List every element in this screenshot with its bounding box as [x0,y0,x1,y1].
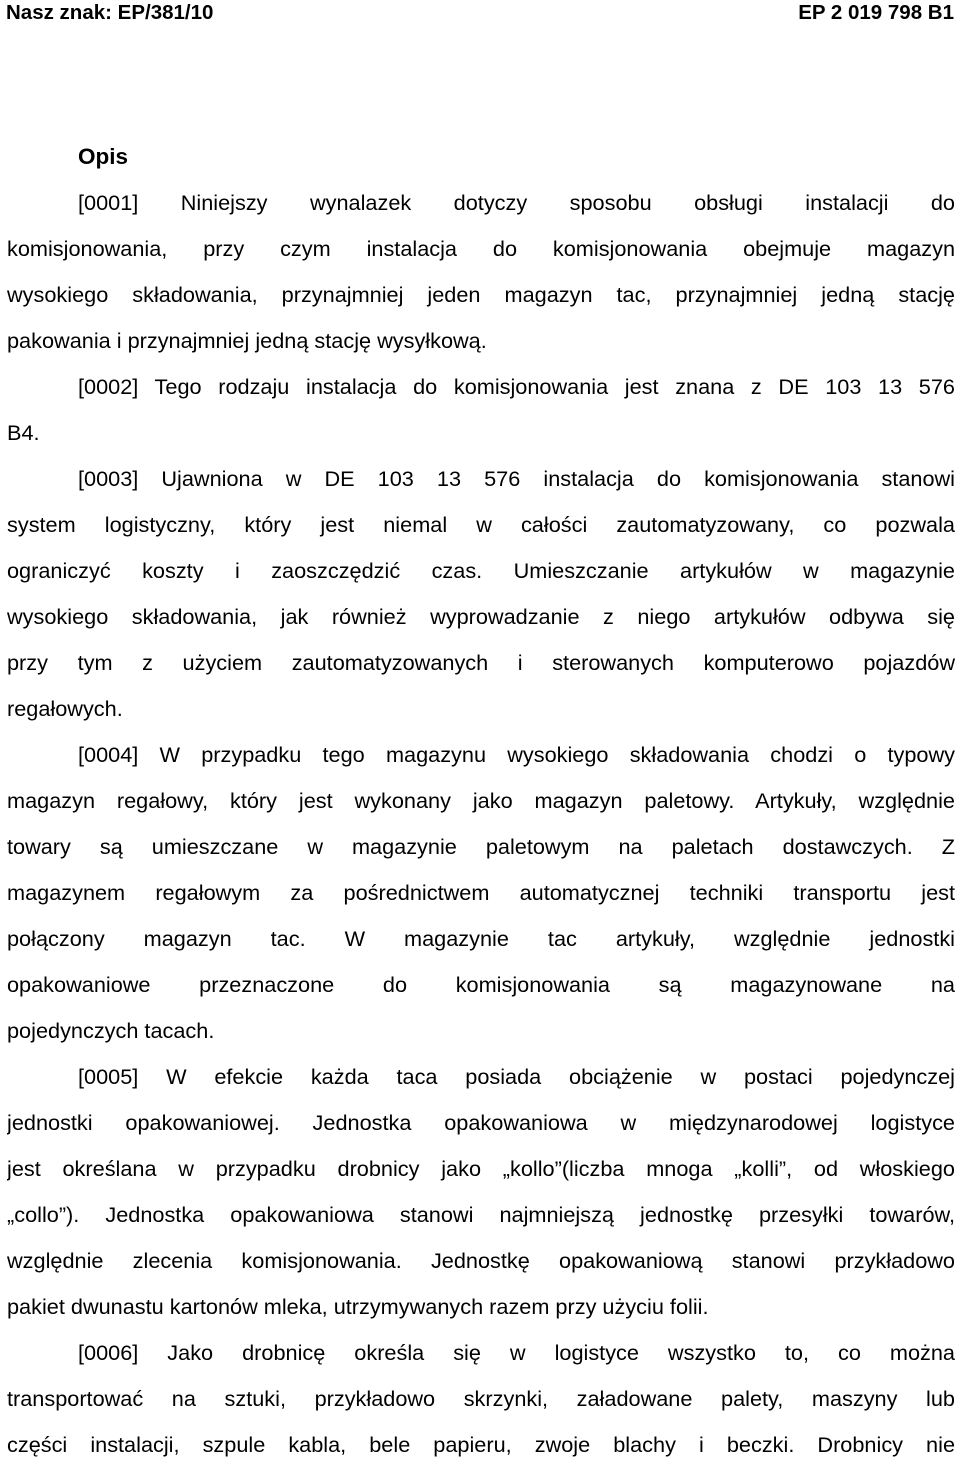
text-line: magazyn regałowy, który jest wykonany jako magazyn paletowy. Artykuły, względnie [7,788,955,813]
text-line: transportować na sztuki, przykładowo skrzynki, załadowane palety, maszyny lub [7,1386,955,1411]
section-title: Opis [78,144,129,169]
text-line: system logistyczny, który jest niemal w całości zautomatyzowany, co pozwala [7,512,955,537]
text-line: jest określana w przypadku drobnicy jako „kollo”(liczba mnoga „kolli”, od włoskiego [7,1156,955,1181]
text-line: pojedynczych tacach. [7,1018,215,1043]
text-line: magazynem regałowym za pośrednictwem automatycznej techniki transportu jest [7,880,955,905]
text-line: ograniczyć koszty i zaoszczędzić czas. Umieszczanie artykułów w magazynie [7,558,955,583]
text-line: towary są umieszczane w magazynie paletowym na paletach dostawczych. Z [7,834,955,859]
text-line: regałowych. [7,696,123,721]
text-line: [0005] W efekcie każda taca posiada obciążenie w postaci pojedynczej [78,1064,955,1089]
text-line: części instalacji, szpule kabla, bele papieru, zwoje blachy i beczki. Drobnicy nie [7,1432,955,1457]
text-line: [0004] W przypadku tego magazynu wysokiego składowania chodzi o typowy [78,742,955,767]
description-body [7,180,955,1468]
text-line: [0006] Jako drobnicę określa się w logistyce wszystko to, co można [78,1340,955,1365]
text-line: jednostki opakowaniowej. Jednostka opakowaniowa w międzynarodowej logistyce [7,1110,955,1135]
reference-number: Nasz znak: EP/381/10 [6,1,214,24]
text-line: względnie zlecenia komisjonowania. Jednostkę opakowaniową stanowi przykładowo [7,1248,955,1273]
text-line: „collo”). Jednostka opakowaniowa stanowi najmniejszą jednostkę przesyłki towarów, [7,1202,955,1227]
page-header [6,0,954,26]
text-line: wysokiego składowania, jak również wyprowadzanie z niego artykułów odbywa się [7,604,955,629]
text-line: pakowania i przynajmniej jedną stację wysyłkową. [7,328,487,353]
text-line: B4. [7,420,40,445]
text-line: [0003] Ujawniona w DE 103 13 576 instalacja do komisjonowania stanowi [78,466,955,491]
text-line: pakiet dwunastu kartonów mleka, utrzymywanych razem przy użyciu folii. [7,1294,709,1319]
text-line: komisjonowania, przy czym instalacja do komisjonowania obejmuje magazyn [7,236,955,261]
text-line: [0001] Niniejszy wynalazek dotyczy sposobu obsługi instalacji do [78,190,955,215]
text-line: [0002] Tego rodzaju instalacja do komisjonowania jest znana z DE 103 13 576 [78,374,955,399]
text-line: połączony magazyn tac. W magazynie tac artykuły, względnie jednostki [7,926,955,951]
patent-number: EP 2 019 798 B1 [798,1,954,24]
text-line: opakowaniowe przeznaczone do komisjonowania są magazynowane na [7,972,955,997]
text-line: przy tym z użyciem zautomatyzowanych i sterowanych komputerowo pojazdów [7,650,955,675]
text-line: wysokiego składowania, przynajmniej jeden magazyn tac, przynajmniej jedną stację [7,282,955,307]
